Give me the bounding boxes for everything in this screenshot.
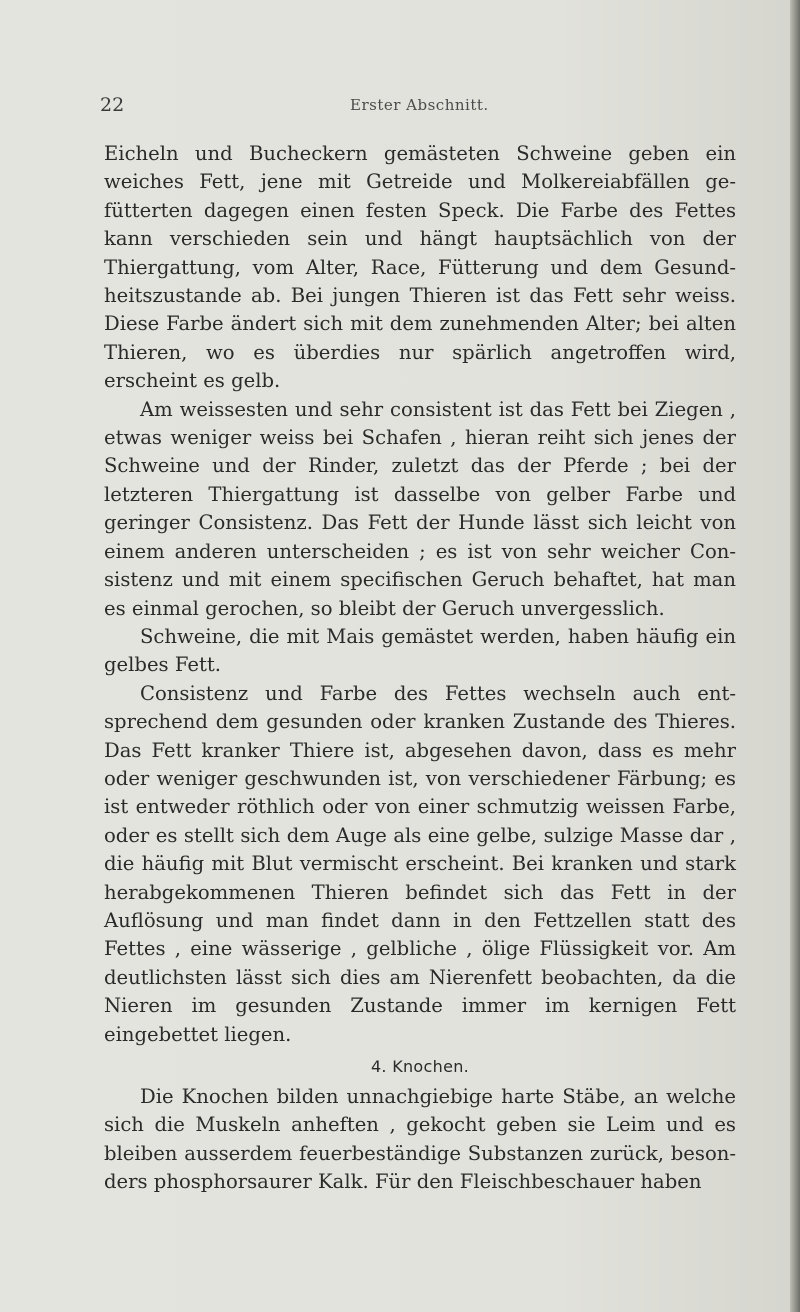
- page-number: 22: [100, 94, 125, 116]
- paragraph-fat-feeding: Eicheln und Bucheckern gemästeten Schweine geben ein weiches Fett, jene mit Getreide und Molkereiabfällen gefütterten dagegen einen festen Speck. Die Farbe des Fettes kann verschieden sein und hängt hauptsächlich von der Thiergattung, vom Alter, Race, Fütterung und dem Gesundheitszustande ab. Bei jungen Thieren ist das Fett sehr weiss. Diese Farbe ändert sich mit dem zunehmenden Alter; bei alten Thieren, wo es überdies nur spärlich angetroffen wird, erscheint es gelb.: [104, 142, 736, 393]
- body-text: [104, 140, 736, 1197]
- page-header: [100, 94, 720, 122]
- paragraph-mais: Schweine, die mit Mais gemästet werden, haben häufig ein gelbes Fett.: [104, 624, 736, 677]
- paragraph-knochen: Die Knochen bilden unnachgiebige harte Stäbe, an welche sich die Muskeln anheften , gekocht geben sie Leim und es bleiben ausserdem feuerbeständige Substanzen zurück, besonders phosphorsaurer Kalk. Für den Fleischbeschauer haben: [104, 1085, 736, 1194]
- section-heading-knochen: 4. Knochen.: [370, 1057, 470, 1076]
- paragraph-fat-consistency: Am weissesten und sehr consistent ist das Fett bei Ziegen , etwas weniger weiss bei Schafen , hieran reiht sich jenes der Schweine und der Rinder, zuletzt das der Pferde ; bei der letzteren Thiergattung ist dasselbe von gelber Farbe und geringer Consistenz. Das Fett der Hunde lässt sich leicht von einem anderen unterscheiden ; es ist von sehr weicher Consistenz und mit einem specifischen Geruch behaftet, hat man es einmal gerochen, so bleibt der Geruch unvergesslich.: [104, 397, 736, 620]
- page-edge-shadow: [790, 0, 800, 1312]
- paragraph-sick-animals: Consistenz und Farbe des Fettes wechseln auch entsprechend dem gesunden oder kranken Zustande des Thieres. Das Fett kranker Thiere ist, abgesehen davon, dass es mehr oder weniger geschwunden ist, von verschiedener Färbung; es ist entweder röthlich oder von einer schmutzig weissen Farbe, oder es stellt sich dem Auge als eine gelbe, sulzige Masse dar , die häufig mit Blut vermischt erscheint. Bei kranken und stark herabgekommenen Thieren befindet sich das Fett in der Auflösung und man findet dann in den Fettzellen statt des Fettes , eine wässerige , gelbliche , ölige Flüssigkeit vor. Am deutlichsten lässt sich dies am Nierenfett beobachten, da die Nieren im gesunden Zustande immer im kernigen Fett eingebettet liegen.: [104, 681, 736, 1046]
- running-head: Erster Abschnitt.: [350, 96, 489, 114]
